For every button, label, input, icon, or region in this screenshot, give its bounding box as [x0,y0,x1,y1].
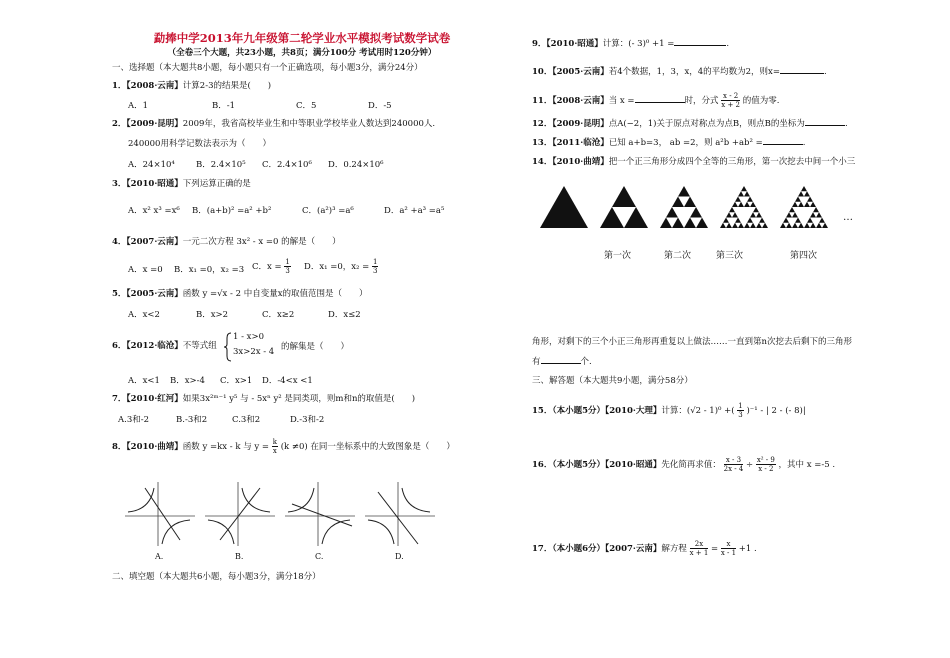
exam-subtitle: （全卷三个大题，共23小题，共8页；满分100分 考试用时120分钟） [167,48,437,58]
q8-label-a: A. [155,552,164,561]
q7-option-c: C.3和2 [232,415,261,425]
q14-label-4: 第四次 [790,251,818,261]
q14-label-2: 第二次 [664,251,692,261]
q8-label-d: D. [395,552,404,561]
q1-option-c: C．5 [296,101,317,111]
q3-option-b: B．(a+b)² =a² +b² [192,206,272,216]
question-11: 11．【2008·云南】当 x = 时，分式 $\frac{x - 2}{x + 2}$ 的值为零. [532,92,780,109]
section-1-heading: 一、选择题（本大题共8小题，每小题只有一个正确选项，每小题3分，满分24分） [112,63,423,73]
question-2: 2．【2009·昆明】2009年，我省高校毕业生和中等职业学校毕业人数达到240000人. [112,119,436,129]
q4-c-fraction: $\frac{1}{3}$ [285,258,290,275]
q8-graph-b [205,482,275,546]
question-12: 12．【2009·昆明】点A(−2，1)关于原点对称点为点B，则点B的坐标为 . [532,119,848,129]
q5-option-b: B．x>2 [196,310,229,320]
q5-option-c: C．x≥2 [262,310,295,320]
q6-option-c: C．x>1 [220,376,253,386]
q2-option-a: A．24×10⁴ [128,160,175,170]
question-14-end: 有 个. [532,357,592,367]
q8-graph-c [285,482,355,546]
q13-answer-blank[interactable] [763,144,803,145]
q1-option-a: A．1 [128,101,149,111]
question-6: 6．【2012·临沧】不等式组 [112,341,217,351]
triangle-stage-4 [720,186,768,228]
q3-option-c: C．(a²)³ =a⁶ [302,206,354,216]
q5-option-d: D．x≤2 [328,310,361,320]
q6-brace-icon [224,332,232,362]
q7-option-b: B.-3和2 [176,415,208,425]
question-14: 14．【2010·曲靖】把一个正三角形分成四个全等的三角形，第一次挖去中间一个小三 [532,157,856,167]
q11-answer-blank[interactable] [635,102,685,103]
q4-option-c: C．x = $\frac{1}{3}$ [252,258,290,275]
q3-option-a: A．x² x³ =x⁶ [128,206,180,216]
q17-fraction-2: $\frac{x}{x - 1}$ [720,540,737,557]
question-14-continued: 角形，对剩下的三个小正三角形再重复以上做法……一直到第n次挖去后剩下的三角形 [532,337,852,347]
q12-answer-blank[interactable] [805,125,845,126]
q9-answer-blank[interactable] [674,45,726,46]
question-3: 3．【2010·昭通】下列运算正确的是 [112,179,251,189]
triangle-stage-5 [780,186,828,228]
question-1: 1．【2008·云南】计算2-3的结果是( ) [112,81,272,91]
question-8: 8．【2010·曲靖】函数 y =kx - k 与 y = $\frac{k}{x} (k \ne 0)$ 在同一坐标系中的大致图象是（ ） [112,438,455,455]
q16-fraction-2: $\frac{\text{x² - 9}}{x - 2}$ [756,456,775,473]
section-2-heading: 二、填空题（本大题共6小题，每小题3分，满分18分） [112,572,321,582]
exam-title: 勐捧中学2013年九年级第二轮学业水平模拟考试数学试卷 [153,31,451,45]
q4-option-d: D．x₁ =0，x₂ = $\frac{1}{3}$ [304,258,378,275]
q14-label-3: 第三次 [716,251,744,261]
question-16: 16．（本小题5分）【2010·昭通】先化简再求值： $\frac{x - 3}{2x - 4}$ ÷ $\frac{\text{x² - 9}}{x - 2}$ ，其中 x =-5 . [532,456,836,473]
q7-option-a: A.3和-2 [118,415,150,425]
q8-graph-d [365,482,435,546]
q8-graph-options [120,478,450,558]
q6-option-d: D．-4<x <1 [262,376,313,386]
q2-option-b: B．2.4×10⁵ [196,160,246,170]
q4-d-fraction: $\frac{1}{3}$ [372,258,378,275]
q6-system-line1: 1 - x>0 [233,332,265,342]
q8-label-c: C. [315,552,324,561]
q7-option-d: D.-3和-2 [290,415,325,425]
q5-option-a: A．x<2 [128,310,160,320]
question-2-line2: 240000用科学记数法表示为（ ） [128,139,271,149]
q6-tail: 的解集是（ ） [281,342,350,352]
q15-fraction: $\frac{1}{3}$ [738,402,743,419]
q1-option-d: D．-5 [368,101,392,111]
q6-option-a: A．x<1 [128,376,160,386]
triangle-stage-2 [600,186,648,228]
triangle-stage-3 [660,186,708,228]
q14-answer-blank[interactable] [541,363,581,364]
q8-label-b: B. [235,552,244,561]
section-3-heading: 三、解答题（本大题共9小题，满分58分） [532,376,693,386]
q11-fraction: $\frac{x - 2}{x + 2}$ [721,92,740,109]
q14-ellipsis: … [843,212,853,223]
q4-option-a: A．x =0 [128,265,163,275]
question-15: 15．（本小题5分）【2010·大理】计算：(√2 - 1)⁰ +( $\frac{1}{3} )^{-1}$ - | 2 - (- 8)| [532,402,806,419]
question-10: 10．【2005·云南】若4个数据，1，3，x，4的平均数为2，则x= . [532,67,827,77]
question-7: 7．【2010·红河】如果3x²ᵐ⁻¹ y⁵ 与 - 5xⁿ y² 是同类项，则m和n的取值是( ) [112,394,416,404]
question-9: 9．【2010·昭通】计算：(- 3)⁰ +1 = . [532,39,730,49]
q8-graph-a [125,482,195,546]
q16-fraction-1: $\frac{x - 3}{2x - 4}$ [723,456,744,473]
question-17: 17．（本小题6分）【2007·云南】解方程 $\frac{2x}{x + 1}$ = $\frac{x}{x - 1} +1$ . [532,540,757,557]
question-5: 5．【2005·云南】函数 y =√x - 2 中自变量x的取值范围是（ ） [112,289,368,299]
q3-option-d: D．a² +a³ =a⁵ [384,206,445,216]
question-4: 4．【2007·云南】一元二次方程 3x² - x =0 的解是（ ） [112,237,341,247]
q10-answer-blank[interactable] [780,73,824,74]
triangle-stage-1 [540,186,588,228]
q6-system-line2: 3x>2x - 4 [233,347,275,357]
q14-label-1: 第一次 [604,251,632,261]
q8-fraction: $\frac{k}{x}$ [272,438,277,455]
q6-option-b: B．x>-4 [170,376,205,386]
q2-option-d: D．0.24×10⁶ [328,160,384,170]
q4-option-b: B．x₁ =0，x₂ =3 [174,265,245,275]
question-13: 13．【2011·临沧】已知 a+b=3， ab =2，则 a²b +ab² = . [532,138,806,148]
q14-sierpinski-figures [540,182,870,230]
q2-option-c: C．2.4×10⁶ [262,160,312,170]
q17-fraction-1: $\frac{2x}{x + 1}$ [689,540,709,557]
q1-option-b: B．-1 [212,101,236,111]
